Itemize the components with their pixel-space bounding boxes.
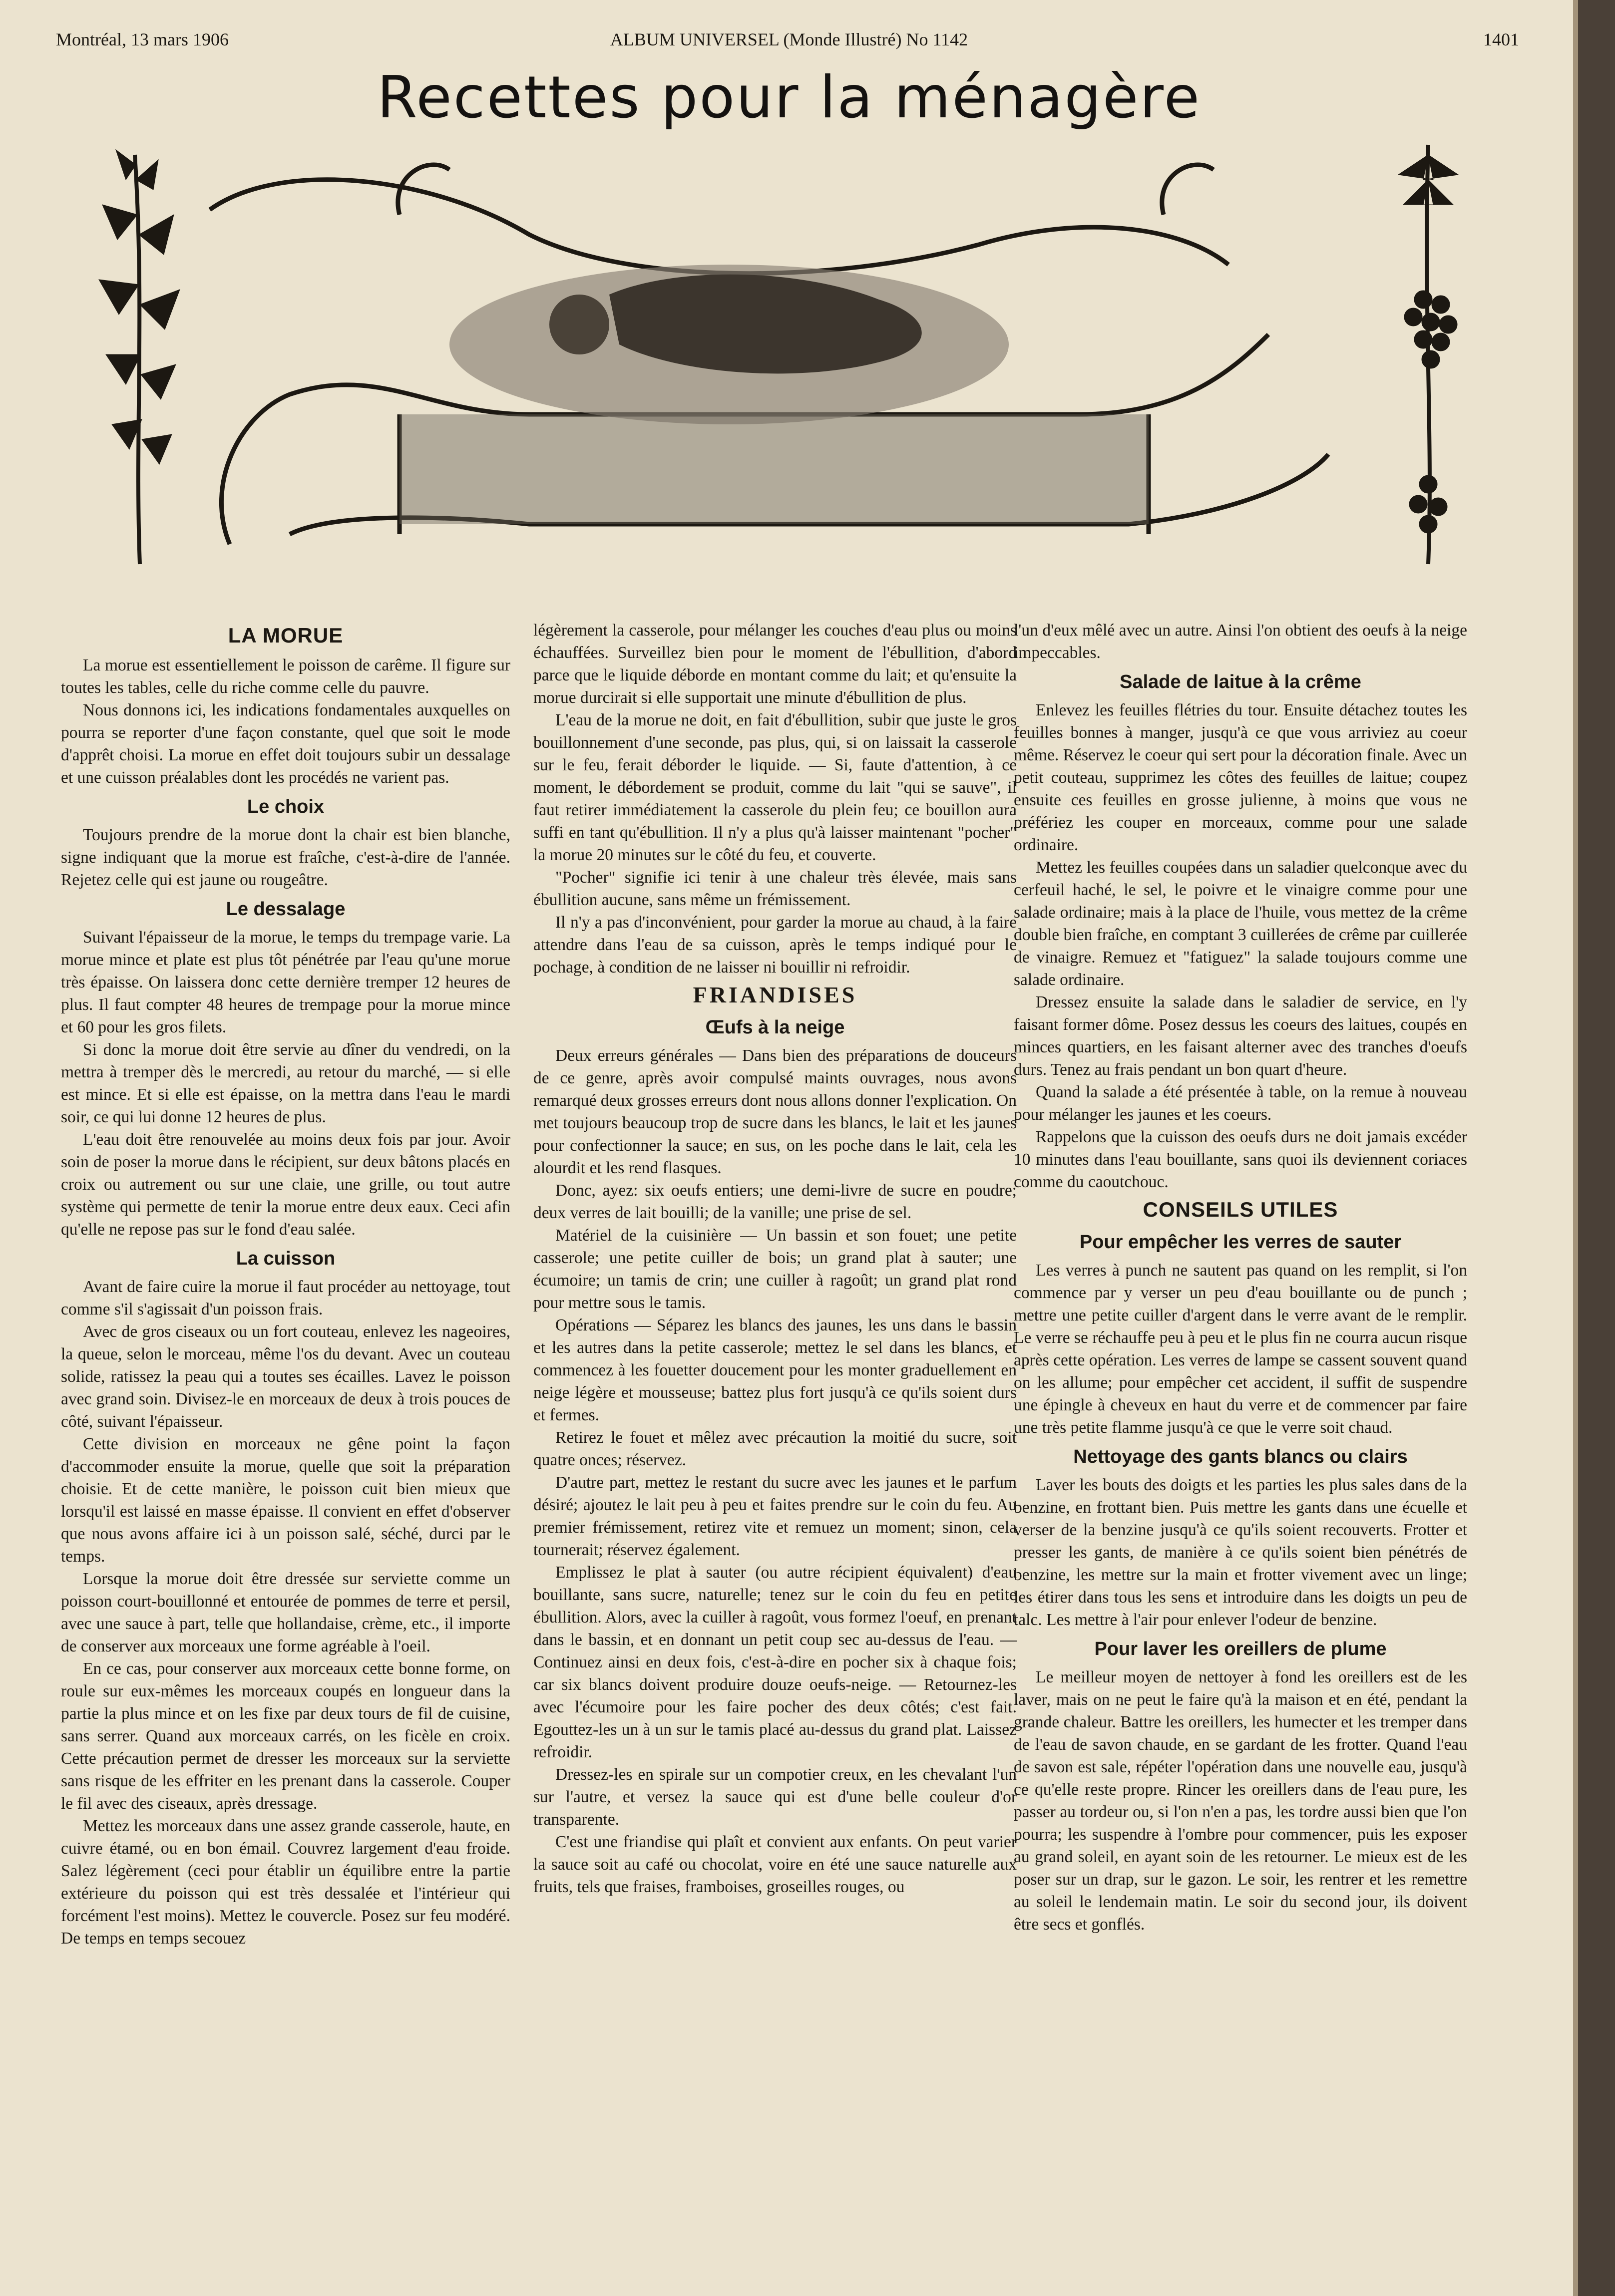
header-publication: ALBUM UNIVERSEL (Monde Illustré) No 1142 [610, 29, 968, 49]
paragraph: Suivant l'épaisseur de la morue, le temps du trempage varie. La morue mince et plate est plus tôt pénétrée par l'eau qu'une morue très épaisse. On laissera donc cette dernière tremper 12 heures de plus. Il faut compter 48 heures de trempage pour la morue mince et 60 pour les gros filets. [61, 928, 510, 1036]
paragraph: Quand la salade a été présentée à table, on la remue à nouveau pour mélanger les jaunes et les coeurs. [1014, 1083, 1467, 1124]
paragraph: Mettez les morceaux dans une assez grande casserole, haute, en cuivre étamé, ou en bon émail. Couvrez largement d'eau froide. Salez légèrement (ceci pour établir un équilibre entre la partie extérieure du poisson qui est très dessalée et l'intérieur qui forcément l'est moins). Mettez le couvercle. Posez sur feu modéré. De temps en temps secouez [61, 1817, 510, 1948]
paragraph: Donc, ayez: six oeufs entiers; une demi-livre de sucre en poudre; deux verres de lait bouilli; de la vanille; une prise de sel. [533, 1181, 1017, 1222]
paragraph: légèrement la casserole, pour mélanger les couches d'eau plus ou moins échauffées. Surveillez bien pour le moment de l'ébullition, d'abord parce que le liquide déborde en montant comme du lait; et qu'ensuite la morue durcirait si elle supportait une minute d'ébullition de plus. [533, 621, 1017, 707]
paragraph: Dressez ensuite la salade dans le saladier de service, en l'y faisant former dôme. Posez dessus les coeurs des laitues, coupés en minces quartiers, en les faisant alterner avec des tranches d'oeufs durs. Tenez au frais pendant un bon quart d'heure. [1014, 993, 1467, 1079]
paragraph: Nous donnons ici, les indications fondamentales auxquelles on pourra se reporter d'une façon constante, quel que soit le mode d'apprêt choisi. La morue en effet doit toujours subir un dessalage et une cuisson préalables dont les procédés ne varient pas. [61, 701, 510, 787]
paragraph: Enlevez les feuilles flétries du tour. Ensuite détachez toutes les feuilles bonnes à manger, jusqu'à ce que vous arriviez au coeur même. Réservez le coeur qui sert pour la décoration finale. Avec un petit couteau, supprimez les côtes des feuilles de laitue; coupez ensuite ces feuilles en grosse julienne, à moins que vous ne préfériez les couper en morceaux, comme pour une salade ordinaire. [1014, 701, 1467, 854]
subsection-heading: Le dessalage [226, 899, 346, 920]
paragraph: En ce cas, pour conserver aux morceaux cette bonne forme, on roule sur eux-mêmes les morceaux coupés en longueur dans la partie la plus mince et on les fixe par deux tours de fil de cuisine, sans serrer. Quand aux morceaux carrés, on les ficèle en croix. Cette précaution permet de dresser les morceaux sur la serviette sans risque de les effriter en les prenant dans la casserole. Couper le fil avec des ciseaux, après dressage. [61, 1659, 510, 1813]
page-edge-shadow [1573, 0, 1578, 2296]
paragraph: Il n'y a pas d'inconvénient, pour garder la morue au chaud, à la faire attendre dans l'eau de sa cuisson, après le temps indiqué pour le pochage, à condition de ne laisser ni bouillir ni refroidir. [533, 913, 1017, 977]
paragraph: Lorsque la morue doit être dressée sur serviette comme un poisson court-bouillonné et entourée de pommes de terre et persil, avec une sauce à part, telle que hollandaise, crème, etc., il importe de conserver aux morceaux une forme agréable à l'oeil. [61, 1570, 510, 1655]
page-title: Recettes pour la ménagère [377, 64, 1201, 131]
paragraph: Deux erreurs générales — Dans bien des préparations de douceurs de ce genre, après avoir compulsé maints ouvrages, nous avons remarqué deux grosses erreurs dont nous allons donner l'explication. On met toujours beaucoup trop de sucre dans les blancs, le lait et les jaunes pour confectionner la sauce; en sus, on les poche dans le lait, cela les alourdit et les rend flasques. [533, 1046, 1017, 1177]
subsection-heading: Œufs à la neige [705, 1017, 845, 1038]
paragraph: Emplissez le plat à sauter (ou autre récipient équivalent) d'eau bouillante, sans sucre, naturelle; tenez sur le coin du feu en petite ébullition. Alors, avec la cuiller à ragoût, vous formez l'oeuf, en prenant dans le bassin, et en donnant un petit coup sec au-dessus de l'eau. — Continuez ainsi en deux fois, c'est-à-dire en pocher six à chaque fois; car six blancs doivent produire douze oeufs-neige. — Retournez-les avec l'écumoire pour les faire pocher des deux côtés; c'est fait. Egouttez-les un à un sur le tamis placé au-dessus du grand plat. Laissez refroidir. [533, 1563, 1017, 1761]
section-heading: FRIANDISES [693, 982, 857, 1007]
paragraph: Retirez le fouet et mêlez avec précaution la moitié du sucre, soit quatre onces; réservez. [533, 1428, 1017, 1469]
paragraph: Laver les bouts des doigts et les parties les plus sales dans de la benzine, en frottant bien. Puis mettre les gants dans une écuelle et verser de la benzine jusqu'à ce qu'ils soient recouverts. Frotter et presser les gants, de manière à ce qu'ils soient bien pénétrés de benzine, les mettre sur la main et frotter vivement avec un linge; les étirer dans tous les sens et introduire dans les doigts un peu de talc. Les mettre à l'air pour enlever l'odeur de benzine. [1014, 1476, 1467, 1629]
subsection-heading: Pour empêcher les verres de sauter [1079, 1232, 1402, 1253]
subsection-heading: La cuisson [236, 1248, 336, 1269]
paragraph: Cette division en morceaux ne gêne point la façon d'accommoder ensuite la morue, quelle que soit la préparation choisie. Et de cette manière, le poisson cuit bien mieux que lorsqu'il est laissé en masse épaisse. Il convient en effet d'observer que nous avons affaire ici à un poisson salé, séché, durci par le temps. [61, 1435, 510, 1566]
paragraph: l'un d'eux mêlé avec un autre. Ainsi l'on obtient des oeufs à la neige impeccables. [1014, 621, 1467, 662]
header-page-number: 1401 [1483, 29, 1519, 49]
section-heading: CONSEILS UTILES [1143, 1198, 1338, 1221]
paragraph: Avec de gros ciseaux ou un fort couteau, enlevez les nageoires, la queue, selon le morceau, même l'os du devant. Avec un couteau solide, ratissez la peau qui a toutes ses écailles. Lavez le poisson avec grand soin. Divisez-le en morceaux de deux à trois pouces de côté, suivant l'épaisseur. [61, 1322, 510, 1431]
section-heading: LA MORUE [228, 624, 344, 647]
paragraph: Si donc la morue doit être servie au dîner du vendredi, on la mettra à tremper dès le mercredi, au retour du marché, — si elle est mince. Et si elle est épaisse, on la mettra dans l'eau le mardi soir, ce qui lui donne 12 heures de plus. [61, 1040, 510, 1126]
paragraph: Mettez les feuilles coupées dans un saladier quelconque avec du cerfeuil haché, le sel, le poivre et le vinaigre comme pour une salade ordinaire; mais à la place de l'huile, vous mettez de la crême double bien fraîche, en comptant 3 cuillerées de crême par cuillerée de vinaigre. Remuez et "fatiguez" la salade toujours comme une salade ordinaire. [1014, 858, 1467, 989]
paragraph: Dressez-les en spirale sur un compotier creux, en les chevalant l'un sur l'autre, et versez la sauce qui est d'une belle couleur d'or transparente. [533, 1765, 1017, 1829]
paragraph: Le meilleur moyen de nettoyer à fond les oreillers est de les laver, mais on ne peut le faire qu'à la maison et en été, pendant la grande chaleur. Battre les oreillers, les humecter et les tremper dans de l'eau de savon chaude, en se gardant de les frotter. Quand l'eau de savon est sale, répéter l'opération dans une nouvelle eau, jusqu'à ce qu'elle reste propre. Rincer les oreillers dans de l'eau pure, les passer au tordeur ou, si l'on n'en a pas, les tordre aussi bien que l'on pourra; les suspendre à l'ombre pour commencer, puis les exposer au grand soleil, en ayant soin de les retourner. Le mieux est de les poser sur un drap, sur le gazon. Le soir, les rentrer et les remettre au soleil le lendemain matin. Le soir du second jour, ils doivent être secs et gonflés. [1014, 1668, 1467, 1934]
paragraph: Toujours prendre de la morue dont la chair est bien blanche, signe indiquant que la morue est fraîche, c'est-à-dire de l'année. Rejetez celle qui est jaune ou rougeâtre. [61, 826, 510, 889]
paragraph: Les verres à punch ne sautent pas quand on les remplit, si l'on commence par y verser un peu d'eau bouillante ou de punch ; mettre une petite cuiller d'argent dans le verre avant de le remplir. Le verre se réchauffe peu à peu et le plus fin ne courra aucun risque après cette opération. Les verres de lampe se cassent souvent quand on les allume; pour empêcher cet accident, il suffit de suspendre une épingle à cheveux en haut du verre et de commencer par faire une très petite flamme jusqu'à ce que le verre soit chaud. [1014, 1261, 1467, 1437]
column-3 [1014, 619, 1467, 2277]
art-nouveau-illustration [80, 135, 1498, 584]
column-1 [61, 619, 510, 2277]
paragraph: "Pocher" signifie ici tenir à une chaleur très élevée, mais sans ébullition aucune, sans même un frémissement. [533, 868, 1017, 909]
paragraph: D'autre part, mettez le restant du sucre avec les jaunes et le parfum désiré; ajoutez le lait peu à peu et faites prendre sur le coin du feu. Au premier frémissement, retirez vite et remuez un moment; sinon, cela tournerait; réservez également. [533, 1473, 1017, 1559]
paragraph: Rappelons que la cuisson des oeufs durs ne doit jamais excéder 10 minutes dans l'eau bouillante, sans quoi ils deviennent coriaces comme du caoutchouc. [1014, 1128, 1467, 1191]
header-date: Montréal, 13 mars 1906 [56, 29, 229, 49]
paragraph: Opérations — Séparez les blancs des jaunes, les uns dans le bassin et les autres dans la petite casserole; mettez le sel dans les blancs, et commencez à les fouetter doucement pour les monter graduellement en neige légère et mousseuse; battez plus fort jusqu'à ce qu'ils soient durs et fermes. [533, 1316, 1017, 1424]
subsection-heading: Pour laver les oreillers de plume [1094, 1639, 1387, 1659]
paragraph: L'eau de la morue ne doit, en fait d'ébullition, subir que juste le gros bouillonnement d'une seconde, pas plus, qui, si on laissait la casserole sur le feu, ferait déborder le liquide. — Si, faute d'attention, à ce moment, le débordement se produit, comme du lait "qui se sauve", il faut retirer immédiatement la casserole du plein feu; ce bouillon aura suffi en tant qu'ébullition. Il n'y a plus qu'à laisser maintenant "pocher" la morue 20 minutes sur le côté du feu, et couverte. [533, 711, 1017, 864]
paragraph: C'est une friandise qui plaît et convient aux enfants. On peut varier la sauce soit au café ou chocolat, voire en été une sauce naturelle aux fruits, tels que fraises, framboises, groseilles rouges, ou [533, 1833, 1017, 1896]
leaf-vine-left [99, 150, 180, 564]
paragraph: Matériel de la cuisinière — Un bassin et son fouet; une petite casserole; une petite cuiller de bois; un grand plat à sauter; une écumoire; un tamis de crin; une cuiller à ragoût; un grand plat rond pour mettre sous le tamis. [533, 1226, 1017, 1312]
subsection-heading: Salade de laitue à la crême [1120, 671, 1361, 692]
column-2 [533, 619, 1017, 2277]
subsection-heading: Le choix [247, 796, 325, 817]
fish-platter-scene [400, 265, 1149, 524]
subsection-heading: Nettoyage des gants blancs ou clairs [1073, 1446, 1408, 1467]
paragraph: La morue est essentiellement le poisson de carême. Il figure sur toutes les tables, celle du riche comme celle du pauvre. [61, 656, 510, 697]
paragraph: L'eau doit être renouvelée au moins deux fois par jour. Avoir soin de poser la morue dans le récipient, sur deux bâtons placés en croix ou autrement ou sur une claie, une grille, ou tout autre système qui permette de tenir la morue entre deux eaux. Ceci afin qu'elle ne repose pas sur le fond d'eau salée. [61, 1130, 510, 1239]
grape-vine-right [1398, 145, 1458, 564]
binding-edge [1578, 0, 1615, 2296]
paragraph: Avant de faire cuire la morue il faut procéder au nettoyage, tout comme s'il s'agissait d'un poisson frais. [61, 1278, 510, 1318]
